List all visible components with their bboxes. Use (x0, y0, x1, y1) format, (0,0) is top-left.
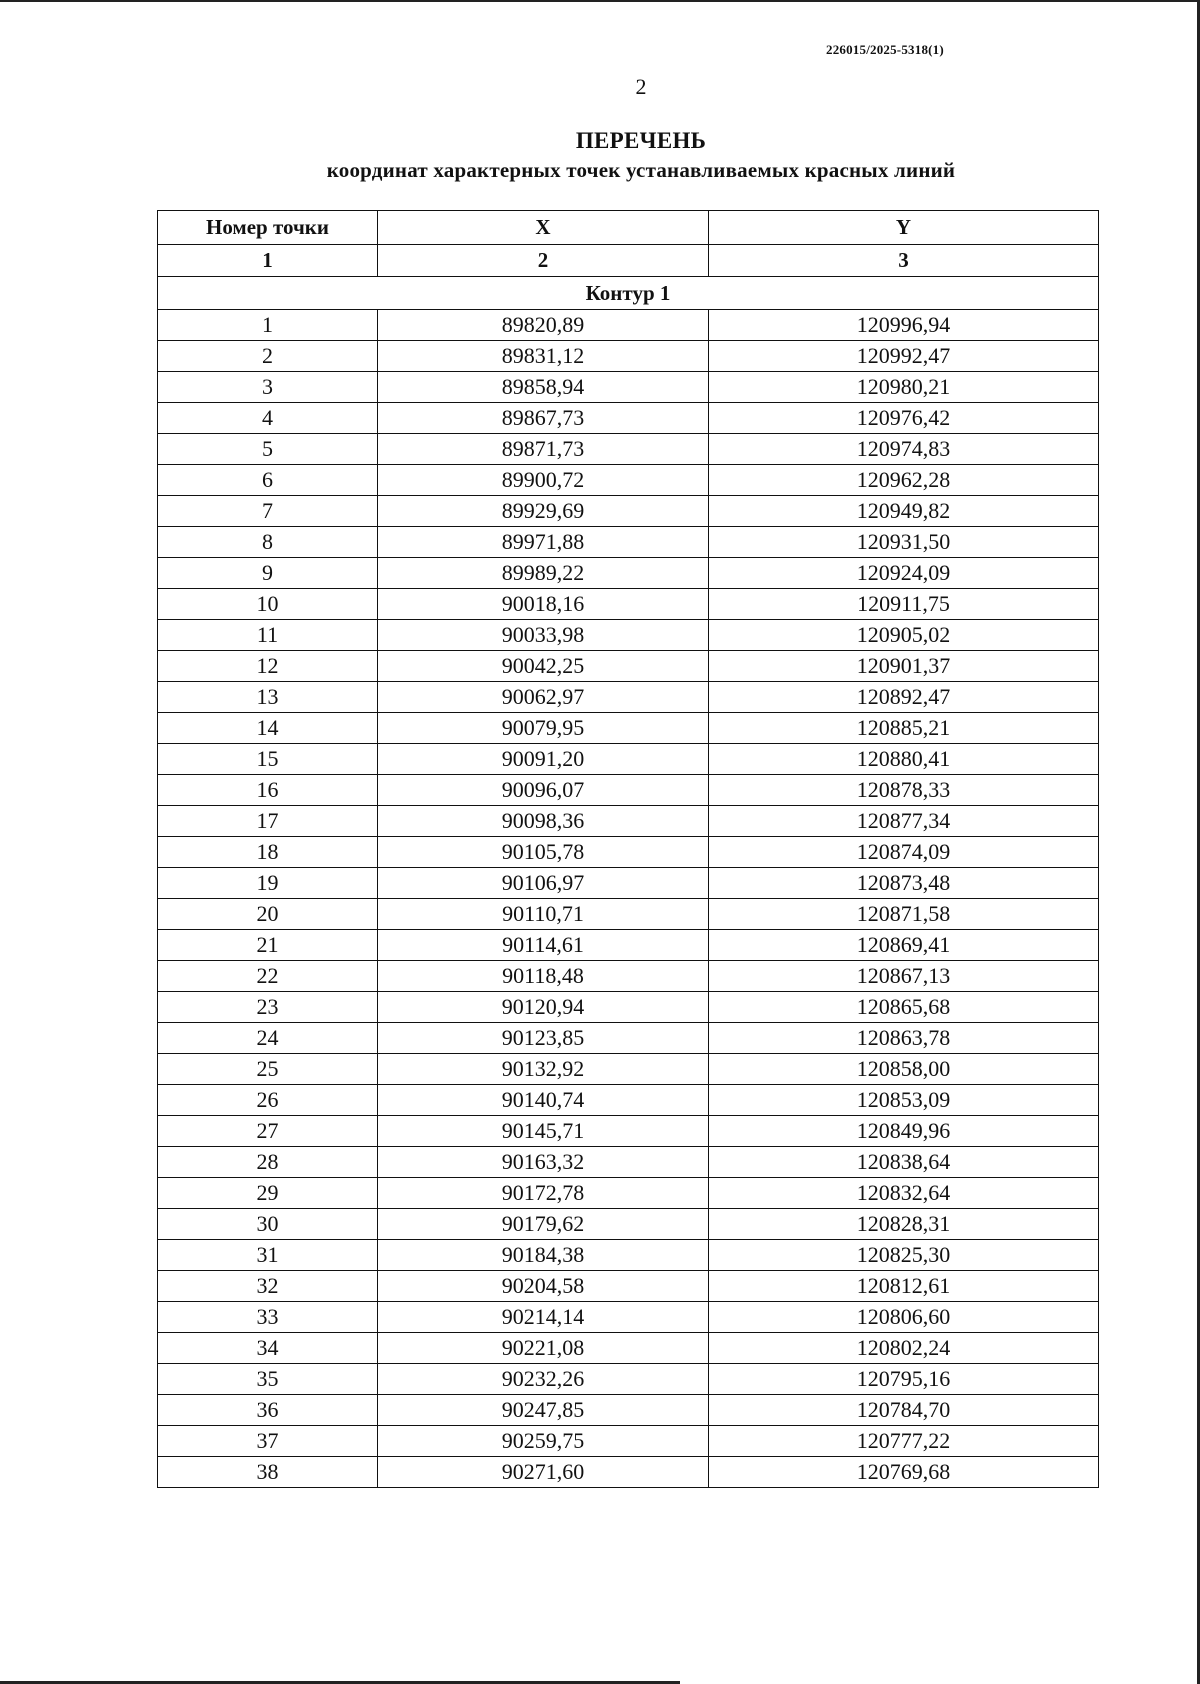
table-row (158, 961, 1099, 992)
point-number-cell: 20 (158, 899, 378, 930)
point-number-cell: 17 (158, 806, 378, 837)
point-number-cell: 13 (158, 682, 378, 713)
x-coordinate-cell: 90105,78 (378, 837, 709, 868)
point-number-cell: 26 (158, 1085, 378, 1116)
point-number-cell: 28 (158, 1147, 378, 1178)
table-row (158, 1054, 1099, 1085)
table-row (158, 527, 1099, 558)
y-coordinate-cell: 120911,75 (709, 589, 1099, 620)
point-number-cell: 32 (158, 1271, 378, 1302)
table-row (158, 1116, 1099, 1147)
y-coordinate-cell: 120996,94 (709, 310, 1099, 341)
table-row (158, 434, 1099, 465)
point-number-cell: 35 (158, 1364, 378, 1395)
x-coordinate-cell: 90096,07 (378, 775, 709, 806)
x-coordinate-cell: 90018,16 (378, 589, 709, 620)
table-row (158, 341, 1099, 372)
document-number: 226015/2025-5318(1) (826, 42, 944, 57)
table-row (158, 620, 1099, 651)
table-row (158, 682, 1099, 713)
x-coordinate-cell: 90204,58 (378, 1271, 709, 1302)
point-number-cell: 33 (158, 1302, 378, 1333)
section-row (158, 277, 1099, 310)
table-row (158, 1395, 1099, 1426)
x-coordinate-cell: 90172,78 (378, 1178, 709, 1209)
y-coordinate-cell: 120878,33 (709, 775, 1099, 806)
x-coordinate-cell: 90033,98 (378, 620, 709, 651)
table-row (158, 589, 1099, 620)
column-header-y: Y (709, 211, 1099, 245)
x-coordinate-cell: 90259,75 (378, 1426, 709, 1457)
point-number-cell: 8 (158, 527, 378, 558)
table-row (158, 899, 1099, 930)
table-row (158, 1023, 1099, 1054)
y-coordinate-cell: 120885,21 (709, 713, 1099, 744)
x-coordinate-cell: 89867,73 (378, 403, 709, 434)
y-coordinate-cell: 120962,28 (709, 465, 1099, 496)
y-coordinate-cell: 120806,60 (709, 1302, 1099, 1333)
point-number-cell: 38 (158, 1457, 378, 1488)
y-coordinate-cell: 120769,68 (709, 1457, 1099, 1488)
coordinates-table (157, 210, 1099, 1488)
x-coordinate-cell: 90091,20 (378, 744, 709, 775)
table-row (158, 1364, 1099, 1395)
point-number-cell: 29 (158, 1178, 378, 1209)
column-header-x: X (378, 211, 709, 245)
point-number-cell: 9 (158, 558, 378, 589)
y-coordinate-cell: 120901,37 (709, 651, 1099, 682)
table-row (158, 1426, 1099, 1457)
y-coordinate-cell: 120812,61 (709, 1271, 1099, 1302)
point-number-cell: 6 (158, 465, 378, 496)
y-coordinate-cell: 120795,16 (709, 1364, 1099, 1395)
table-row (158, 992, 1099, 1023)
x-coordinate-cell: 89820,89 (378, 310, 709, 341)
table-row (158, 1302, 1099, 1333)
point-number-cell: 34 (158, 1333, 378, 1364)
y-coordinate-cell: 120871,58 (709, 899, 1099, 930)
x-coordinate-cell: 90106,97 (378, 868, 709, 899)
x-coordinate-cell: 90247,85 (378, 1395, 709, 1426)
table-row (158, 713, 1099, 744)
column-number-1: 1 (158, 245, 378, 277)
y-coordinate-cell: 120931,50 (709, 527, 1099, 558)
page-subtitle: координат характерных точек устанавливаемых красных линий (326, 158, 956, 182)
page-title: ПЕРЕЧЕНЬ (575, 128, 707, 153)
y-coordinate-cell: 120838,64 (709, 1147, 1099, 1178)
y-coordinate-cell: 120828,31 (709, 1209, 1099, 1240)
table-row (158, 868, 1099, 899)
y-coordinate-cell: 120980,21 (709, 372, 1099, 403)
table-row (158, 775, 1099, 806)
y-coordinate-cell: 120849,96 (709, 1116, 1099, 1147)
x-coordinate-cell: 89971,88 (378, 527, 709, 558)
point-number-cell: 36 (158, 1395, 378, 1426)
table-row (158, 403, 1099, 434)
x-coordinate-cell: 90120,94 (378, 992, 709, 1023)
x-coordinate-cell: 90118,48 (378, 961, 709, 992)
table-row (158, 1085, 1099, 1116)
x-coordinate-cell: 89900,72 (378, 465, 709, 496)
x-coordinate-cell: 89871,73 (378, 434, 709, 465)
x-coordinate-cell: 90114,61 (378, 930, 709, 961)
table-row (158, 1333, 1099, 1364)
x-coordinate-cell: 89989,22 (378, 558, 709, 589)
point-number-cell: 15 (158, 744, 378, 775)
point-number-cell: 1 (158, 310, 378, 341)
y-coordinate-cell: 120784,70 (709, 1395, 1099, 1426)
table-row (158, 930, 1099, 961)
x-coordinate-cell: 90062,97 (378, 682, 709, 713)
point-number-cell: 37 (158, 1426, 378, 1457)
point-number-cell: 30 (158, 1209, 378, 1240)
table-header-row (158, 211, 1099, 245)
x-coordinate-cell: 89929,69 (378, 496, 709, 527)
table-row (158, 1178, 1099, 1209)
point-number-cell: 16 (158, 775, 378, 806)
y-coordinate-cell: 120832,64 (709, 1178, 1099, 1209)
point-number-cell: 24 (158, 1023, 378, 1054)
table-body (158, 277, 1099, 1488)
y-coordinate-cell: 120802,24 (709, 1333, 1099, 1364)
column-header-point-number: Номер точки (158, 211, 378, 245)
x-coordinate-cell: 90140,74 (378, 1085, 709, 1116)
x-coordinate-cell: 90214,14 (378, 1302, 709, 1333)
point-number-cell: 19 (158, 868, 378, 899)
y-coordinate-cell: 120863,78 (709, 1023, 1099, 1054)
point-number-cell: 22 (158, 961, 378, 992)
point-number-cell: 18 (158, 837, 378, 868)
x-coordinate-cell: 90145,71 (378, 1116, 709, 1147)
scan-edge-top (0, 0, 1200, 2)
y-coordinate-cell: 120869,41 (709, 930, 1099, 961)
point-number-cell: 5 (158, 434, 378, 465)
y-coordinate-cell: 120874,09 (709, 837, 1099, 868)
x-coordinate-cell: 90163,32 (378, 1147, 709, 1178)
y-coordinate-cell: 120867,13 (709, 961, 1099, 992)
y-coordinate-cell: 120853,09 (709, 1085, 1099, 1116)
y-coordinate-cell: 120974,83 (709, 434, 1099, 465)
y-coordinate-cell: 120873,48 (709, 868, 1099, 899)
x-coordinate-cell: 90098,36 (378, 806, 709, 837)
x-coordinate-cell: 89831,12 (378, 341, 709, 372)
y-coordinate-cell: 120992,47 (709, 341, 1099, 372)
point-number-cell: 31 (158, 1240, 378, 1271)
column-number-2: 2 (378, 245, 709, 277)
table-row (158, 1240, 1099, 1271)
x-coordinate-cell: 90132,92 (378, 1054, 709, 1085)
x-coordinate-cell: 90079,95 (378, 713, 709, 744)
table-row (158, 806, 1099, 837)
table-row (158, 744, 1099, 775)
point-number-cell: 2 (158, 341, 378, 372)
point-number-cell: 12 (158, 651, 378, 682)
table-row (158, 837, 1099, 868)
point-number-cell: 25 (158, 1054, 378, 1085)
y-coordinate-cell: 120777,22 (709, 1426, 1099, 1457)
point-number-cell: 10 (158, 589, 378, 620)
x-coordinate-cell: 90110,71 (378, 899, 709, 930)
y-coordinate-cell: 120949,82 (709, 496, 1099, 527)
point-number-cell: 14 (158, 713, 378, 744)
table-row (158, 558, 1099, 589)
y-coordinate-cell: 120858,00 (709, 1054, 1099, 1085)
y-coordinate-cell: 120924,09 (709, 558, 1099, 589)
section-label: Контур 1 (158, 277, 1099, 310)
point-number-cell: 21 (158, 930, 378, 961)
x-coordinate-cell: 90179,62 (378, 1209, 709, 1240)
table-row (158, 310, 1099, 341)
y-coordinate-cell: 120976,42 (709, 403, 1099, 434)
point-number-cell: 3 (158, 372, 378, 403)
y-coordinate-cell: 120892,47 (709, 682, 1099, 713)
x-coordinate-cell: 90221,08 (378, 1333, 709, 1364)
point-number-cell: 11 (158, 620, 378, 651)
x-coordinate-cell: 89858,94 (378, 372, 709, 403)
x-coordinate-cell: 90042,25 (378, 651, 709, 682)
table-row (158, 1209, 1099, 1240)
column-number-3: 3 (709, 245, 1099, 277)
table-row (158, 496, 1099, 527)
page-number: 2 (635, 74, 647, 99)
y-coordinate-cell: 120825,30 (709, 1240, 1099, 1271)
x-coordinate-cell: 90123,85 (378, 1023, 709, 1054)
y-coordinate-cell: 120905,02 (709, 620, 1099, 651)
y-coordinate-cell: 120877,34 (709, 806, 1099, 837)
y-coordinate-cell: 120865,68 (709, 992, 1099, 1023)
table-column-numbers-row (158, 245, 1099, 277)
point-number-cell: 23 (158, 992, 378, 1023)
table-row (158, 1271, 1099, 1302)
y-coordinate-cell: 120880,41 (709, 744, 1099, 775)
table-row (158, 1147, 1099, 1178)
table-row (158, 651, 1099, 682)
point-number-cell: 27 (158, 1116, 378, 1147)
x-coordinate-cell: 90232,26 (378, 1364, 709, 1395)
point-number-cell: 7 (158, 496, 378, 527)
x-coordinate-cell: 90184,38 (378, 1240, 709, 1271)
x-coordinate-cell: 90271,60 (378, 1457, 709, 1488)
table-row (158, 1457, 1099, 1488)
table-row (158, 465, 1099, 496)
table-row (158, 372, 1099, 403)
point-number-cell: 4 (158, 403, 378, 434)
